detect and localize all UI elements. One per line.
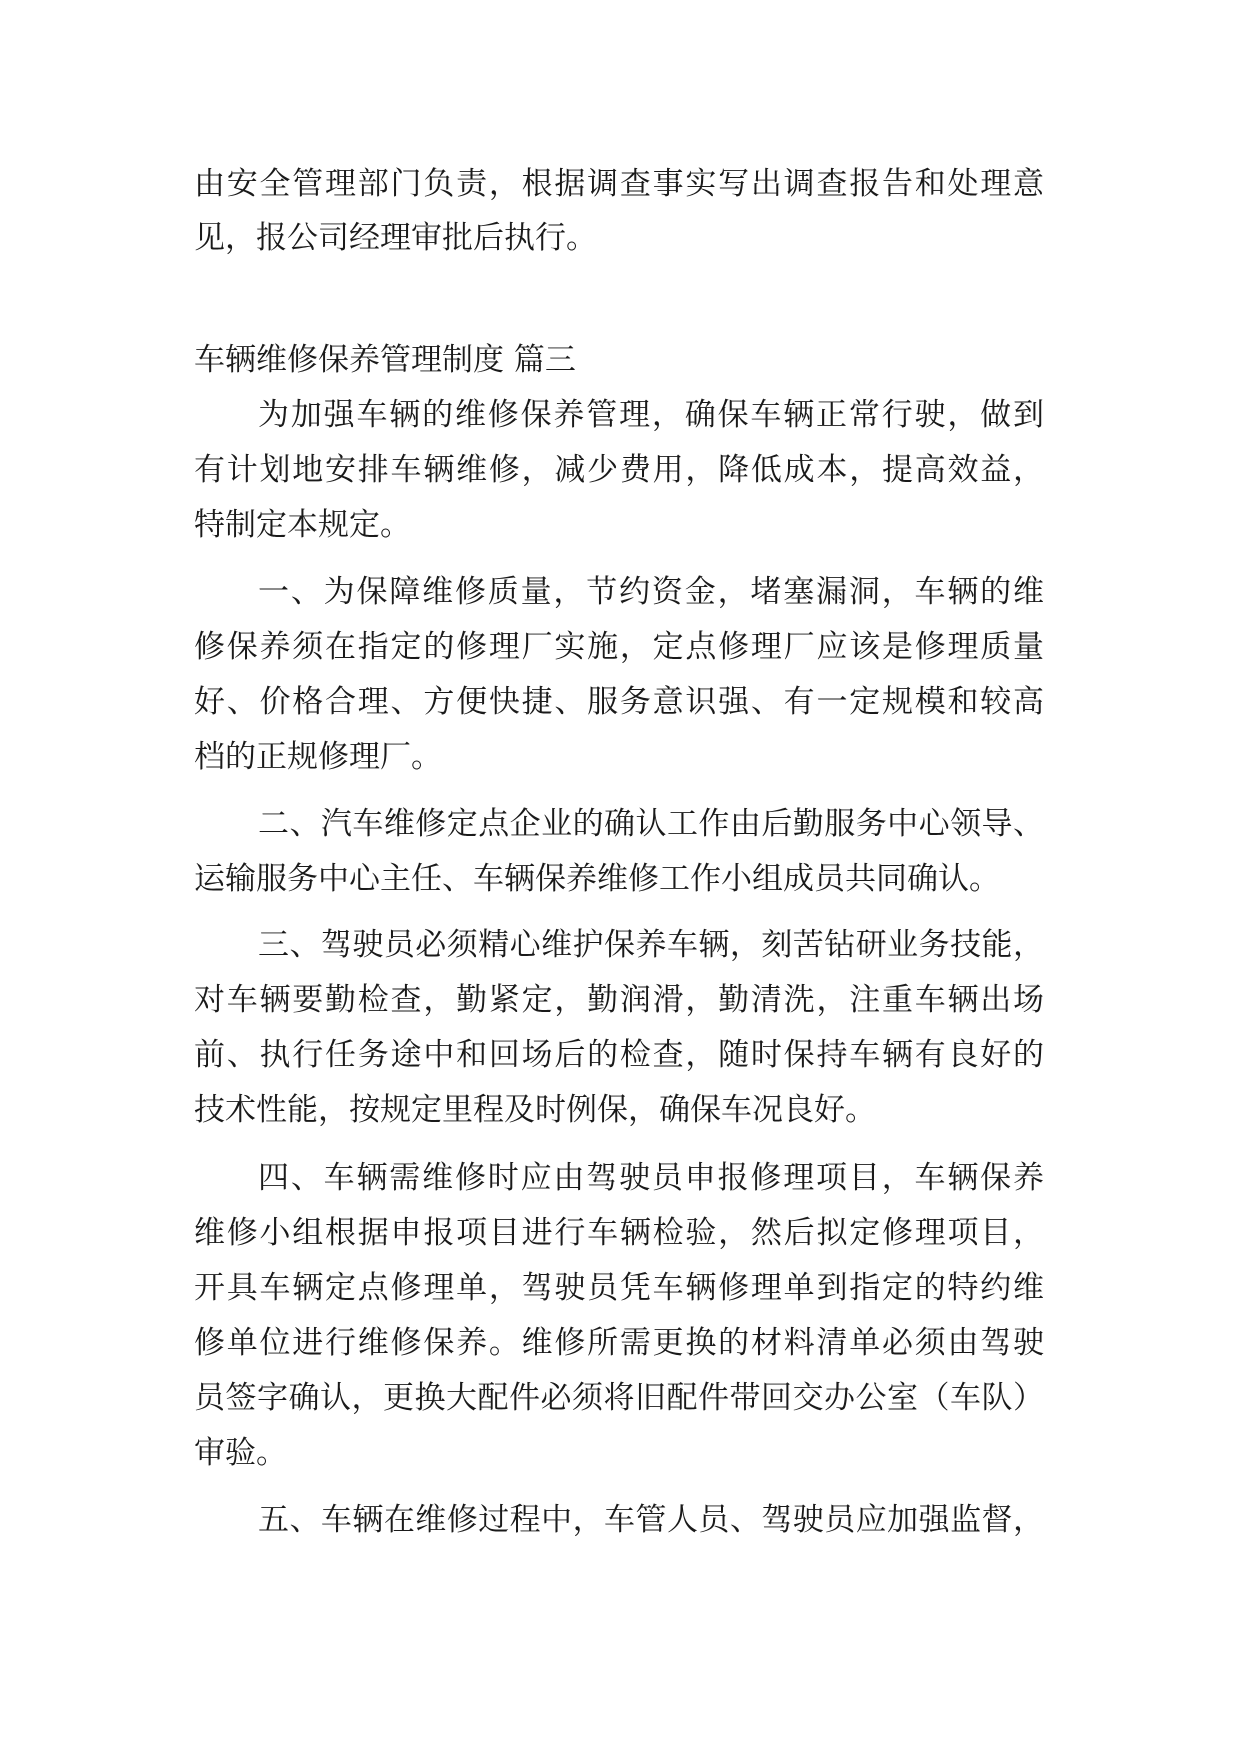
paragraph-line: 为加强车辆的维修保养管理，确保车辆正常行驶，做到 <box>258 397 1044 433</box>
paragraph-line: 三、驾驶员必须精心维护保养车辆，刻苦钻研业务技能， <box>258 927 1044 963</box>
paragraph-line: 由安全管理部门负责，根据调查事实写出调查报告和处理意 <box>194 166 1044 202</box>
paragraph-line: 一、为保障维修质量，节约资金，堵塞漏洞，车辆的维 <box>258 574 1044 610</box>
paragraph-line: 审验。 <box>194 1435 287 1471</box>
paragraph-line: 修保养须在指定的修理厂实施，定点修理厂应该是修理质量 <box>194 629 1044 665</box>
paragraph-line: 五、车辆在维修过程中，车管人员、驾驶员应加强监督， <box>258 1502 1044 1538</box>
paragraph-line: 四、车辆需维修时应由驾驶员申报修理项目，车辆保养 <box>258 1160 1044 1196</box>
section-heading: 车辆维修保养管理制度 篇三 <box>194 342 576 378</box>
paragraph-line: 技术性能，按规定里程及时例保，确保车况良好。 <box>194 1092 876 1128</box>
paragraph-line: 档的正规修理厂。 <box>194 739 442 775</box>
paragraph-line: 前、执行任务途中和回场后的检查，随时保持车辆有良好的 <box>194 1037 1044 1073</box>
paragraph-line: 员签字确认，更换大配件必须将旧配件带回交办公室（车队） <box>194 1380 1044 1416</box>
paragraph-line: 见，报公司经理审批后执行。 <box>194 220 597 256</box>
paragraph-line: 好、价格合理、方便快捷、服务意识强、有一定规模和较高 <box>194 684 1044 720</box>
paragraph-line: 开具车辆定点修理单，驾驶员凭车辆修理单到指定的特约维 <box>194 1270 1044 1306</box>
paragraph-line: 特制定本规定。 <box>194 507 411 543</box>
paragraph-line: 维修小组根据申报项目进行车辆检验，然后拟定修理项目， <box>194 1215 1044 1251</box>
paragraph-line: 运输服务中心主任、车辆保养维修工作小组成员共同确认。 <box>194 861 1000 897</box>
paragraph-line: 修单位进行维修保养。维修所需更换的材料清单必须由驾驶 <box>194 1325 1044 1361</box>
paragraph-line: 有计划地安排车辆维修，减少费用，降低成本，提高效益， <box>194 452 1044 488</box>
paragraph-line: 对车辆要勤检查，勤紧定，勤润滑，勤清洗，注重车辆出场 <box>194 982 1044 1018</box>
paragraph-line: 二、汽车维修定点企业的确认工作由后勤服务中心领导、 <box>258 806 1044 842</box>
